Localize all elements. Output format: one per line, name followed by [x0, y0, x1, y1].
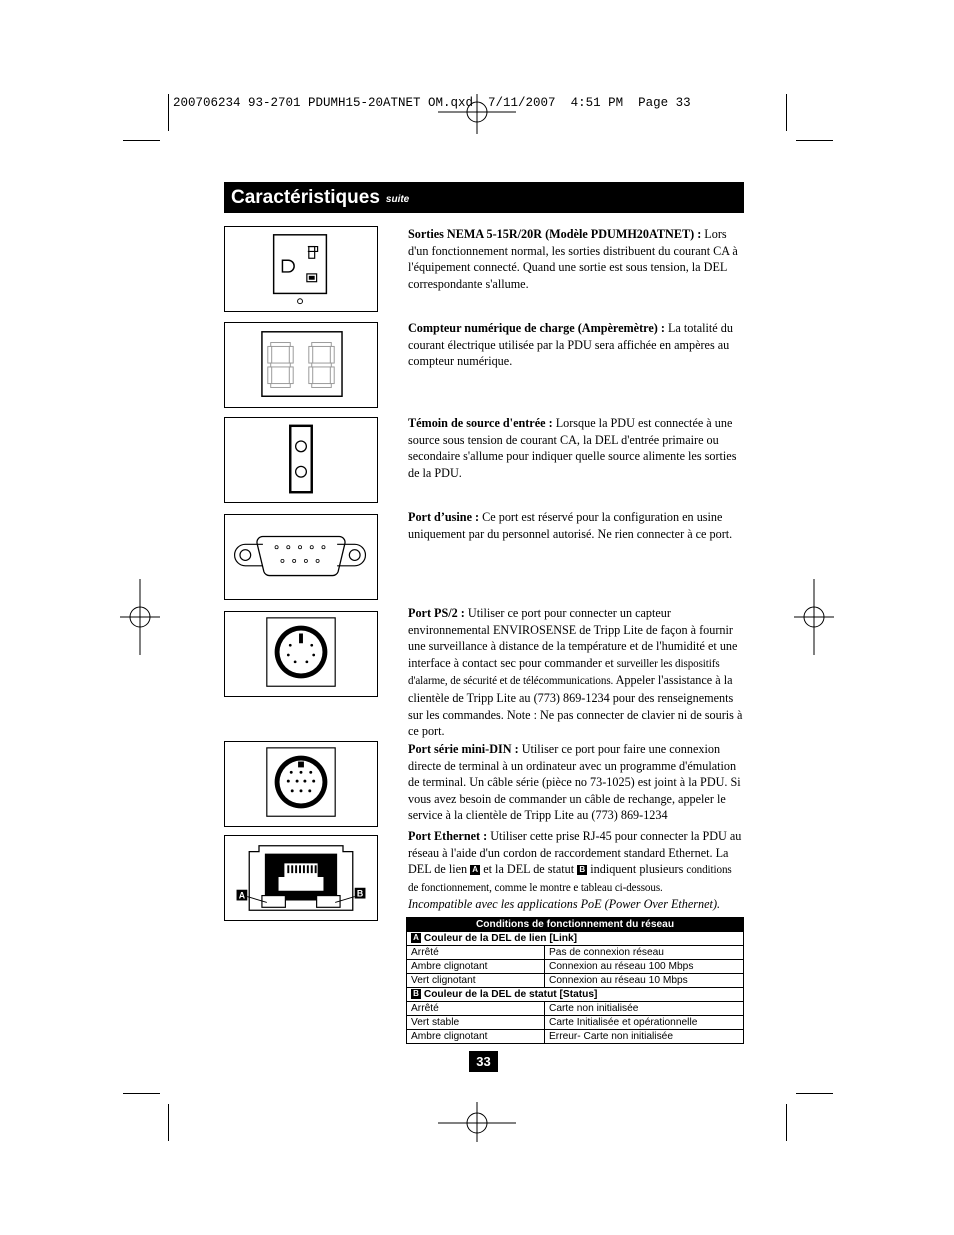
table-cell-meaning: Connexion au réseau 100 Mbps: [549, 961, 694, 972]
digital-meter-figure: [224, 322, 378, 408]
group-a-marker: A: [411, 933, 421, 943]
page-number: 33: [469, 1051, 498, 1072]
network-conditions-table: [406, 917, 744, 1044]
factory-description: [408, 509, 744, 542]
input-description: [408, 415, 744, 481]
slug-line: 200706234 93-2701 PDUMH15-20ATNET OM.qxd 7/11/2007 4:51 PM Page 33: [173, 96, 691, 110]
input-led-icon: [225, 418, 377, 502]
input-heading: Témoin de source d'entrée :: [408, 416, 553, 430]
section-header: [224, 182, 744, 213]
label-b-marker: B: [356, 888, 364, 899]
table-row: [407, 945, 743, 959]
ethernet-heading: Port Ethernet :: [408, 829, 488, 843]
factory-body: Ce port est réservé pour la configuration en usine uniquement par du personnel autorisé. Ne rien connecter à ce port.: [408, 510, 733, 541]
mini-din-port-icon: [225, 742, 377, 826]
meter-description: [408, 320, 744, 370]
table-row: [407, 959, 743, 973]
input-source-figure: [224, 417, 378, 503]
group-a-label: Couleur de la DEL de lien [Link]: [423, 933, 578, 944]
table-row: [407, 973, 743, 987]
section-subtitle: suite: [385, 194, 410, 205]
registration-mark-right: [794, 579, 834, 655]
factory-port-figure: [224, 514, 378, 600]
input-body: Lorsque la PDU est connectée à une source sous tension de courant CA, la DEL d'entrée primaire ou secondaire s'allume pour indiquer quelle source alimente les sorties de la PDU.: [408, 416, 737, 480]
ps2-heading: Port PS/2 :: [408, 606, 465, 620]
ps2-port-figure: [224, 611, 378, 697]
nema-heading: Sorties NEMA 5-15R/20R (Modèle PDUMH20ATNET) :: [408, 227, 702, 241]
meter-heading: Compteur numérique de charge (Ampèremètre) :: [408, 321, 665, 335]
serial-body: Utiliser ce port pour faire une connexion directe de terminal à un ordinateur avec un programme d'émulation de terminal. Un câble série (pièce no 73-1025) est joint à la PDU. Si vous avez besoin de commander un câble de rechange, appeler le service à la clientèle de Tripp Lite au (773) 869-1234: [408, 742, 741, 823]
table-cell-meaning: Carte Initialisée et opérationnelle: [549, 1017, 698, 1028]
nema-description: [408, 226, 744, 292]
ethernet-body-2: et la DEL de statut: [480, 862, 578, 877]
table-cell-meaning: Connexion au réseau 10 Mbps: [549, 975, 688, 986]
table-cell-state: Arrêté: [407, 1002, 545, 1015]
table-group-link: [407, 931, 743, 945]
ethernet-body-1: Utiliser cette prise RJ-45 pour connecter la PDU au réseau à l'aide d'un cordon de raccordement standard Ethernet. La DEL de lien: [408, 829, 742, 877]
section-title: Caractéristiques: [231, 186, 380, 208]
mini-din-figure: [224, 741, 378, 827]
nema-outlet-figure: [224, 226, 378, 312]
ps2-body-1: Utiliser ce port pour connecter un capteur environnemental ENVIROSENSE de Tripp Lite de façon à fournir une surveillance à distance de la température et de l'humidité et une interface à contact sec pour commander et: [408, 606, 738, 670]
table-cell-meaning: Pas de connexion réseau: [549, 947, 664, 958]
nema-outlet-icon: [225, 227, 377, 311]
registration-mark-left: [120, 579, 160, 655]
nema-body: Lors d'un fonctionnement normal, les sorties distribuent du courant CA à l'équipement connecté. Quand une sortie est sous tension, la DEL correspondante s'allume.: [408, 227, 738, 291]
table-cell-state: Vert stable: [407, 1016, 545, 1029]
db9-port-icon: [225, 515, 377, 599]
group-b-label: Couleur de la DEL de statut [Status]: [423, 989, 598, 1000]
table-cell-state: Ambre clignotant: [407, 960, 545, 973]
table-row: [407, 1015, 743, 1029]
ethernet-poe-note: Incompatible avec les applications PoE (Power Over Ethernet).: [408, 897, 721, 912]
link-led-marker: A: [470, 865, 480, 875]
serial-description: [408, 741, 744, 824]
registration-mark-top: [438, 94, 516, 134]
seven-segment-display-icon: [225, 323, 377, 407]
status-led-marker: B: [577, 865, 587, 875]
table-title: Conditions de fonctionnement du réseau: [407, 918, 743, 931]
registration-mark-bottom: [438, 1102, 516, 1142]
table-row: [407, 1029, 743, 1043]
group-b-marker: B: [411, 989, 421, 999]
table-cell-meaning: Erreur- Carte non initialisée: [549, 1031, 674, 1042]
table-row: [407, 1001, 743, 1015]
ps2-body-2: Appeler l'assistance à la clientèle de Tripp Lite au (773) 869-1234 pour des renseignements sur les commandes. Note : Ne pas connecter de clavier ni de souris à ce port.: [408, 673, 743, 739]
ethernet-port-figure: [224, 835, 378, 921]
label-a-marker: A: [238, 890, 246, 901]
ethernet-description: [408, 828, 744, 913]
table-cell-state: Arrêté: [407, 946, 545, 959]
serial-heading: Port série mini-DIN :: [408, 742, 519, 756]
table-group-status: [407, 987, 743, 1001]
meter-body: La totalité du courant électrique utilisée par la PDU sera affichée en ampères au compteur numérique.: [408, 321, 733, 369]
table-cell-state: Vert clignotant: [407, 974, 545, 987]
ethernet-body-3: indiquent plusieurs: [587, 862, 687, 877]
ps2-description: [408, 605, 744, 740]
rj45-port-icon: [225, 836, 377, 920]
ethernet-body-small: conditions de fonctionnement, comme le montre e tableau ci-dessous.: [408, 864, 732, 894]
ps2-body-small: surveiller les dispositifs d'alarme, de sécurité et de télécommunications.: [408, 657, 720, 688]
factory-heading: Port d’usine :: [408, 510, 480, 524]
table-cell-meaning: Carte non initialisée: [549, 1003, 639, 1014]
table-cell-state: Ambre clignotant: [407, 1030, 545, 1043]
ps2-port-icon: [225, 612, 377, 696]
